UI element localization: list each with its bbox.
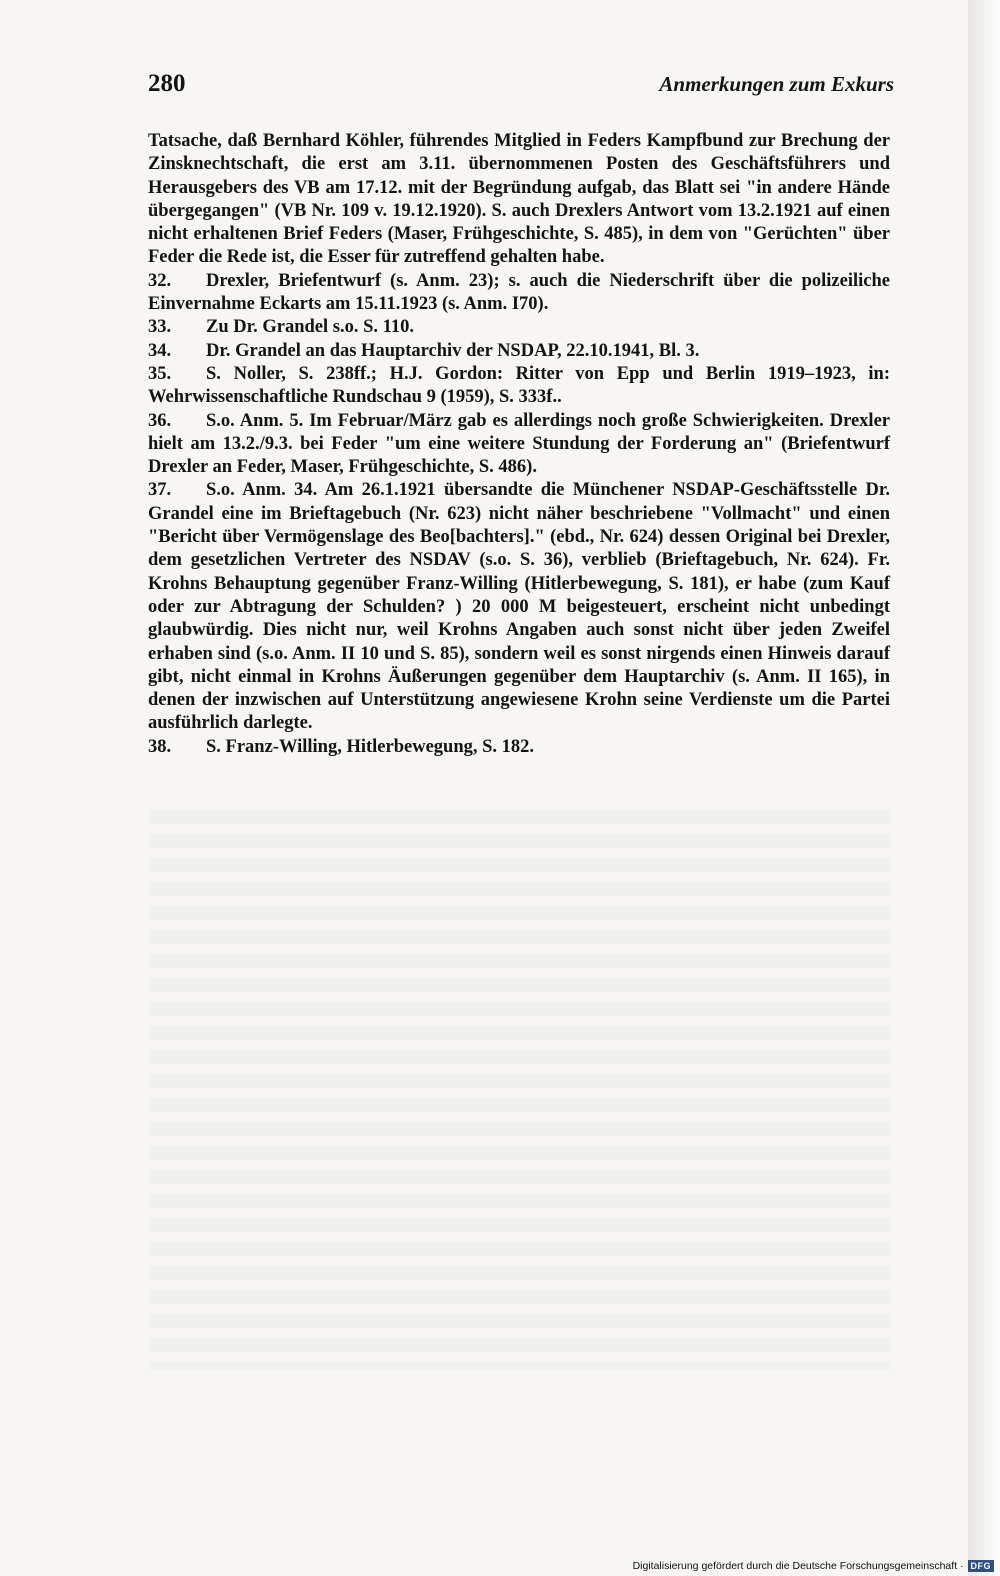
- note-number: 32.: [148, 270, 172, 291]
- dfg-logo-icon: DFG: [968, 1560, 995, 1572]
- footer-text: Digitalisierung gefördert durch die Deutsche Forschungsgemeinschaft ·: [632, 1560, 964, 1572]
- note-text: Tatsache, daß Bernhard Köhler, führendes Mitglied in Feders Kampfbund zur Brechung der Zinsknechtschaft, die erst am 3.11. übernommenen Posten des Geschäftsführers und Herausgebers des VB am 17.12. mit der Begründung aufgab, das Blatt sei "in andere Hände übergegangen" (VB Nr. 109 v. 19.12.1920). S. auch Drexlers Antwort vom 13.2.1921 auf einen nicht erhaltenen Brief Feders (Maser, Frühgeschichte, S. 485), in dem von "Gerüchten" über Feder die Rede ist, die Esser für zutreffend gehalten habe.: [148, 131, 890, 268]
- note-number: 35.: [148, 363, 172, 384]
- page-number: 280: [148, 70, 186, 97]
- note-31-continuation: [148, 130, 890, 270]
- page-edge: [968, 0, 1000, 1576]
- note-text: Dr. Grandel an das Hauptarchiv der NSDAP, 22.10.1941, Bl. 3.: [206, 340, 700, 361]
- note-number: 34.: [148, 340, 172, 361]
- note-36: [148, 410, 890, 480]
- note-number: 36.: [148, 410, 172, 431]
- note-37: [148, 479, 890, 735]
- note-text: S.o. Anm. 34. Am 26.1.1921 übersandte die Münchener NSDAP-Geschäftsstelle Dr. Grandel eine im Brieftagebuch (Nr. 623) nicht näher beschriebene "Vollmacht" und einen "Bericht über Vermögenslage des Beo[bachters]." (ebd., Nr. 624) dessen Original bei Drexler, dem gesetzlichen Vertreter des NSDAV (s.o. S. 36), verblieb (Brieftagebuch, Nr. 624). Fr. Krohns Behauptung gegenüber Franz-Willing (Hitlerbewegung, S. 181), er habe (zum Kauf oder zur Abtragung der Schulden? ) 20 000 M beigesteuert, erscheint nicht unbedingt glaubwürdig. Dies nicht nur, weil Krohns Angaben auch sonst nicht über jeden Zweifel erhaben sind (s.o. Anm. II 10 und S. 85), sondern weil es sonst nirgends einen Hinweis darauf gibt, nicht einmal in Krohns Äußerungen gegenüber dem Hauptarchiv (s. Anm. II 165), in denen der inzwischen auf Unterstützung angewiesene Krohn seine Verdienste um die Partei ausführlich darlegte.: [148, 480, 890, 734]
- note-38: [148, 736, 890, 759]
- note-text: Drexler, Briefentwurf (s. Anm. 23); s. auch die Niederschrift über die polizeiliche Einvernahme Eckarts am 15.11.1923 (s. Anm. I70).: [148, 270, 890, 315]
- notes-body: [148, 130, 890, 759]
- note-text: Zu Dr. Grandel s.o. S. 110.: [206, 317, 414, 338]
- note-34: [148, 340, 890, 363]
- running-head: Anmerkungen zum Exkurs: [659, 72, 894, 96]
- digitization-footer: [633, 1560, 994, 1572]
- note-number: 33.: [148, 317, 172, 338]
- note-text: S.o. Anm. 5. Im Februar/März gab es allerdings noch große Schwierigkeiten. Drexler hielt am 13.2./9.3. bei Feder "um eine weitere Stundung der Forderung an" (Briefentwurf Drexler an Feder, Maser, Frühgeschichte, S. 486).: [148, 410, 890, 478]
- note-35: [148, 363, 890, 410]
- note-33: [148, 316, 890, 339]
- note-number: 38.: [148, 736, 172, 757]
- note-number: 37.: [148, 480, 172, 501]
- page-header: [148, 70, 894, 102]
- note-32: [148, 270, 890, 317]
- note-text: S. Noller, S. 238ff.; H.J. Gordon: Ritter von Epp und Berlin 1919–1923, in: Wehrwissenschaftliche Rundschau 9 (1959), S. 333f..: [148, 363, 890, 408]
- note-text: S. Franz-Willing, Hitlerbewegung, S. 182.: [206, 736, 535, 757]
- bleed-through-area: [150, 810, 890, 1370]
